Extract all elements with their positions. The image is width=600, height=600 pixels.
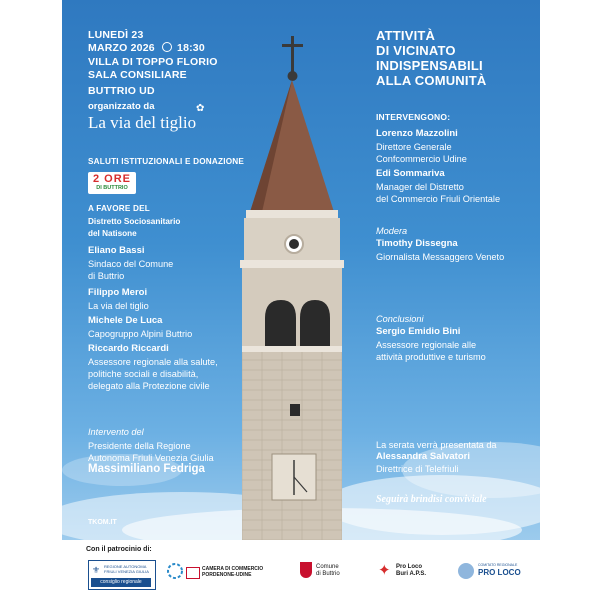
speaker-name: Filippo Meroi bbox=[88, 287, 148, 298]
speaker-role: La via del tiglio bbox=[88, 301, 149, 311]
speaker-role: Assessore regionale alla salute, bbox=[88, 357, 218, 367]
closing-note: Seguirà brindisi conviviale bbox=[376, 494, 487, 505]
district-line2: del Natisone bbox=[88, 229, 137, 238]
camera-logo-icon bbox=[166, 562, 184, 580]
regione-line3: consiglio regionale bbox=[91, 578, 151, 587]
speaker-role: di Buttrio bbox=[88, 271, 125, 281]
speaker-role: Sindaco del Comune bbox=[88, 259, 174, 269]
venue-line1: VILLA DI TOPPO FLORIO bbox=[88, 56, 218, 68]
presenter-name: Alessandra Salvatori bbox=[376, 451, 470, 462]
conclusions-name: Sergio Emidio Bini bbox=[376, 326, 461, 337]
speaker-role: Manager del Distretto bbox=[376, 182, 464, 192]
unpli-line1: COMITATO REGIONALE bbox=[478, 563, 518, 567]
unpli-line2: PRO LOCO bbox=[478, 568, 521, 577]
event-date-line2: MARZO 2026 bbox=[88, 42, 155, 54]
speaker-name: Edi Sommariva bbox=[376, 168, 445, 179]
president-line2: Autonoma Friuli Venezia Giulia bbox=[88, 453, 214, 463]
donation-logo bbox=[88, 172, 136, 194]
donation-logo-text: 2 ORE bbox=[92, 173, 131, 185]
comune-crest-icon bbox=[300, 562, 312, 578]
organizer-logo-text: La via del tiglio bbox=[88, 113, 197, 132]
intervengono-label: INTERVENGONO: bbox=[376, 112, 451, 122]
camera-building-icon bbox=[186, 567, 200, 579]
event-date-line1: LUNEDÌ 23 bbox=[88, 29, 144, 41]
left-margin bbox=[0, 0, 62, 540]
title-line1: ATTIVITÀ bbox=[376, 28, 436, 43]
regione-line2: FRIULI VENEZIA GIULIA bbox=[104, 569, 149, 574]
event-time: 18:30 bbox=[177, 42, 205, 54]
clock-icon bbox=[162, 42, 172, 52]
speaker-role: del Commercio Friuli Orientale bbox=[376, 194, 501, 204]
district-line1: Distretto Sociosanitario bbox=[88, 217, 181, 226]
president-line1: Presidente della Regione bbox=[88, 441, 191, 451]
unpli-globe-icon bbox=[458, 563, 474, 579]
speaker-role: Direttore Generale bbox=[376, 142, 452, 152]
title-line2: DI VICINATO bbox=[376, 43, 456, 58]
regione-logo bbox=[88, 560, 156, 590]
event-city: BUTTRIO UD bbox=[88, 85, 155, 97]
moderator-name: Timothy Dissegna bbox=[376, 238, 458, 249]
patronage-label: Con il patrocinio di: bbox=[86, 546, 152, 553]
speaker-name: Lorenzo Mazzolini bbox=[376, 128, 458, 139]
speaker-role: Confcommercio Udine bbox=[376, 154, 467, 164]
event-date-row bbox=[88, 42, 205, 54]
greetings-heading: SALUTI ISTITUZIONALI E DONAZIONE bbox=[88, 157, 245, 166]
president-name: Massimiliano Fedriga bbox=[88, 463, 205, 475]
conclusions-role: Assessore regionale alle bbox=[376, 340, 477, 350]
organized-by-label: organizzato da bbox=[88, 101, 155, 112]
venue-line2: SALA CONSILIARE bbox=[88, 69, 187, 81]
speaker-name: Eliano Bassi bbox=[88, 245, 145, 256]
comune-line2: di Buttrio bbox=[316, 571, 340, 577]
camera-line1: CAMERA DI COMMERCIO bbox=[202, 566, 264, 572]
presenter-role: Direttrice di Telefriuli bbox=[376, 464, 459, 474]
title-line3: INDISPENSABILI bbox=[376, 58, 483, 73]
leaf-icon: ✿ bbox=[196, 103, 205, 114]
in-favor-label: A FAVORE DEL bbox=[88, 204, 150, 213]
camera-line2: PORDENONE-UDINE bbox=[202, 572, 252, 578]
speaker-role: politiche sociali e disabilità, bbox=[88, 369, 199, 379]
speaker-role: delegato alla Protezione civile bbox=[88, 381, 210, 391]
title-line4: ALLA COMUNITÀ bbox=[376, 73, 487, 88]
presented-by-label: La serata verrà presentata da bbox=[376, 440, 497, 450]
conclusions-label: Conclusioni bbox=[376, 314, 424, 324]
proloco-line2: Buri A.P.S. bbox=[396, 571, 427, 577]
eagle-icon: ⚜ bbox=[92, 565, 101, 575]
speaker-name: Riccardo Riccardi bbox=[88, 343, 169, 354]
speaker-name: Michele De Luca bbox=[88, 315, 163, 326]
credit-text: TKOM.IT bbox=[88, 519, 117, 526]
comune-line1: Comune bbox=[316, 564, 339, 570]
moderator-role: Giornalista Messaggero Veneto bbox=[376, 252, 505, 262]
regione-line1: REGIONE AUTONOMA bbox=[104, 564, 147, 569]
right-margin bbox=[540, 0, 600, 540]
proloco-star-icon: ✦ bbox=[378, 562, 391, 579]
moderator-label: Modera bbox=[376, 226, 408, 236]
conclusions-role: attività produttive e turismo bbox=[376, 352, 486, 362]
speaker-role: Capogruppo Alpini Buttrio bbox=[88, 329, 193, 339]
intervention-label: Intervento del bbox=[88, 427, 144, 437]
proloco-line1: Pro Loco bbox=[396, 564, 423, 570]
donation-logo-sub: DI BUTTRIO bbox=[96, 185, 128, 191]
